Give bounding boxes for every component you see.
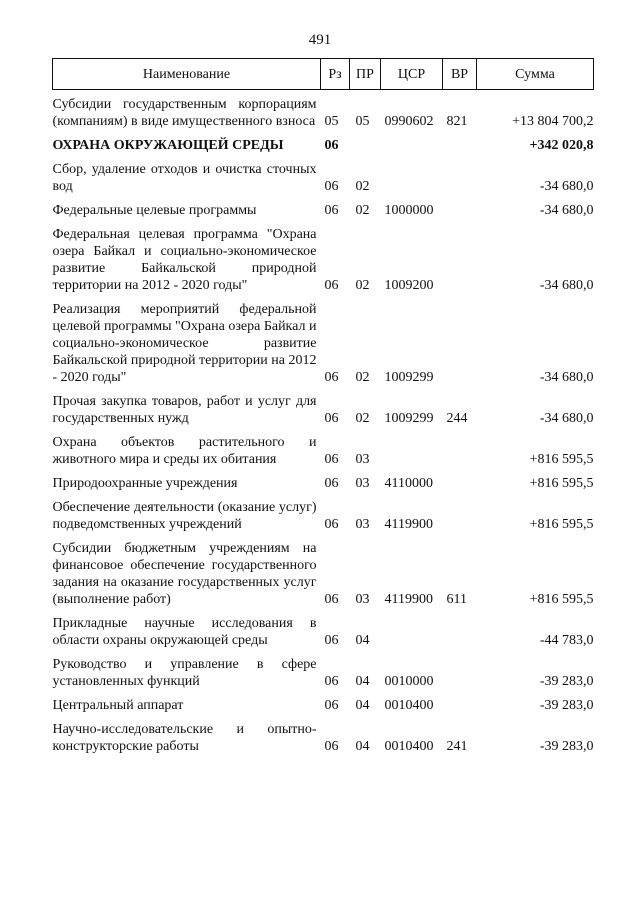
table-row — [53, 475, 594, 499]
cell-name: Руководство и управление в сфере установленных функций — [52, 657, 317, 689]
header-pr: ПР — [350, 59, 381, 90]
cell-sum: +816 595,5 — [529, 592, 594, 607]
cell-pr: 05 — [355, 114, 370, 129]
cell-name: Прочая закупка товаров, работ и услуг для государственных нужд — [52, 394, 317, 426]
cell-vr: 611 — [446, 592, 467, 607]
cell-name: Центральный аппарат — [52, 698, 184, 713]
cell-rz: 06 — [324, 517, 339, 532]
header-csr: ЦСР — [381, 59, 443, 90]
table-row — [53, 226, 594, 301]
cell-csr: 0010400 — [384, 739, 434, 754]
cell-sum: -34 680,0 — [539, 278, 594, 293]
cell-name: Субсидии государственным корпорациям (компаниям) в виде имущественного взноса — [52, 97, 317, 129]
header-vr: ВР — [443, 59, 477, 90]
cell-rz: 06 — [324, 179, 339, 194]
cell-rz: 06 — [324, 674, 339, 689]
cell-sum: -39 283,0 — [539, 674, 594, 689]
cell-name: Научно-исследовательские и опытно-конструкторские работы — [52, 722, 317, 754]
cell-sum: +342 020,8 — [529, 138, 594, 153]
cell-sum: -39 283,0 — [539, 698, 594, 713]
cell-rz: 05 — [324, 114, 339, 129]
cell-csr: 1009299 — [384, 370, 434, 385]
table-row — [53, 137, 594, 161]
table-header-row — [53, 59, 594, 90]
cell-vr — [443, 301, 477, 393]
cell-csr: 4110000 — [384, 476, 433, 491]
cell-csr: 0010400 — [384, 698, 434, 713]
cell-sum: +816 595,5 — [529, 452, 594, 467]
header-sum: Сумма — [477, 59, 594, 90]
cell-pr — [350, 137, 381, 161]
cell-sum: +13 804 700,2 — [512, 114, 594, 129]
page-number: 491 — [308, 32, 332, 48]
cell-pr: 03 — [355, 592, 370, 607]
table-row — [53, 615, 594, 656]
cell-rz: 06 — [324, 203, 339, 218]
cell-sum: -39 283,0 — [539, 739, 594, 754]
cell-csr: 4119900 — [384, 592, 433, 607]
cell-csr: 0010000 — [384, 674, 434, 689]
cell-pr: 04 — [355, 739, 370, 754]
cell-vr — [443, 475, 477, 499]
table-row — [53, 393, 594, 434]
cell-csr: 4119900 — [384, 517, 433, 532]
cell-csr: 0990602 — [384, 114, 434, 129]
cell-sum: -34 680,0 — [539, 370, 594, 385]
cell-pr: 02 — [355, 278, 370, 293]
cell-vr — [443, 161, 477, 202]
cell-vr — [443, 434, 477, 475]
cell-rz: 06 — [324, 739, 339, 754]
cell-vr — [443, 656, 477, 697]
cell-name: Природоохранные учреждения — [52, 476, 238, 491]
cell-vr: 821 — [446, 114, 468, 129]
table-row — [53, 434, 594, 475]
cell-rz: 06 — [324, 411, 339, 426]
cell-sum: -34 680,0 — [539, 179, 594, 194]
cell-vr — [443, 697, 477, 721]
table-body — [53, 90, 594, 763]
cell-csr — [381, 615, 443, 656]
cell-name: Федеральная целевая программа "Охрана озера Байкал и социально-экономическое развитие Байкальской природной территории на 2012 - 2020 годы" — [52, 227, 317, 293]
cell-csr — [381, 137, 443, 161]
cell-csr: 1009200 — [384, 278, 434, 293]
cell-pr: 03 — [355, 452, 370, 467]
cell-vr — [443, 615, 477, 656]
budget-table — [52, 58, 594, 762]
cell-vr — [443, 202, 477, 226]
table-row — [53, 161, 594, 202]
cell-rz: 06 — [324, 476, 339, 491]
cell-pr: 03 — [355, 517, 370, 532]
cell-pr: 02 — [355, 203, 370, 218]
cell-csr: 1009299 — [384, 411, 434, 426]
table-row — [53, 90, 594, 138]
cell-pr: 04 — [355, 698, 370, 713]
cell-rz: 06 — [324, 698, 339, 713]
cell-vr — [443, 137, 477, 161]
table-row — [53, 499, 594, 540]
cell-vr: 244 — [446, 411, 468, 426]
cell-vr — [443, 226, 477, 301]
header-rz: Рз — [321, 59, 350, 90]
cell-rz: 06 — [324, 592, 339, 607]
cell-csr — [381, 161, 443, 202]
cell-pr: 03 — [355, 476, 370, 491]
table-row — [53, 656, 594, 697]
cell-rz: 06 — [324, 633, 339, 648]
cell-pr: 02 — [355, 370, 370, 385]
cell-rz: 06 — [324, 370, 339, 385]
cell-name: Субсидии бюджетным учреждениям на финансовое обеспечение государственного задания на оказание государственных услуг (выполнение работ) — [52, 541, 317, 607]
cell-csr — [381, 434, 443, 475]
cell-sum: -44 783,0 — [539, 633, 594, 648]
cell-sum: -34 680,0 — [539, 411, 594, 426]
cell-pr: 04 — [355, 633, 370, 648]
table-row — [53, 721, 594, 762]
cell-pr: 04 — [355, 674, 370, 689]
table-row — [53, 202, 594, 226]
cell-vr — [443, 499, 477, 540]
cell-name: ОХРАНА ОКРУЖАЮЩЕЙ СРЕДЫ — [52, 138, 284, 153]
table-row — [53, 540, 594, 615]
cell-rz: 06 — [324, 278, 339, 293]
table-row — [53, 301, 594, 393]
cell-name: Сбор, удаление отходов и очистка сточных вод — [52, 162, 317, 194]
cell-name: Охрана объектов растительного и животного мира и среды их обитания — [52, 435, 317, 467]
cell-name: Прикладные научные исследования в области охраны окружающей среды — [52, 616, 317, 648]
cell-name: Реализация мероприятий федеральной целевой программы "Охрана озера Байкал и социально-экономическое развитие Байкальской природной территории на 2012 - 2020 годы" — [52, 302, 317, 385]
cell-sum: +816 595,5 — [529, 517, 594, 532]
cell-vr: 241 — [446, 739, 468, 754]
table-row — [53, 697, 594, 721]
header-name: Наименование — [53, 59, 321, 90]
cell-csr: 1000000 — [384, 203, 434, 218]
cell-name: Федеральные целевые программы — [52, 203, 257, 218]
cell-pr: 02 — [355, 411, 370, 426]
cell-sum: -34 680,0 — [539, 203, 594, 218]
cell-name: Обеспечение деятельности (оказание услуг) подведомственных учреждений — [52, 500, 317, 532]
cell-rz: 06 — [324, 452, 339, 467]
cell-sum: +816 595,5 — [529, 476, 594, 491]
cell-rz: 06 — [324, 138, 339, 153]
cell-pr: 02 — [355, 179, 370, 194]
